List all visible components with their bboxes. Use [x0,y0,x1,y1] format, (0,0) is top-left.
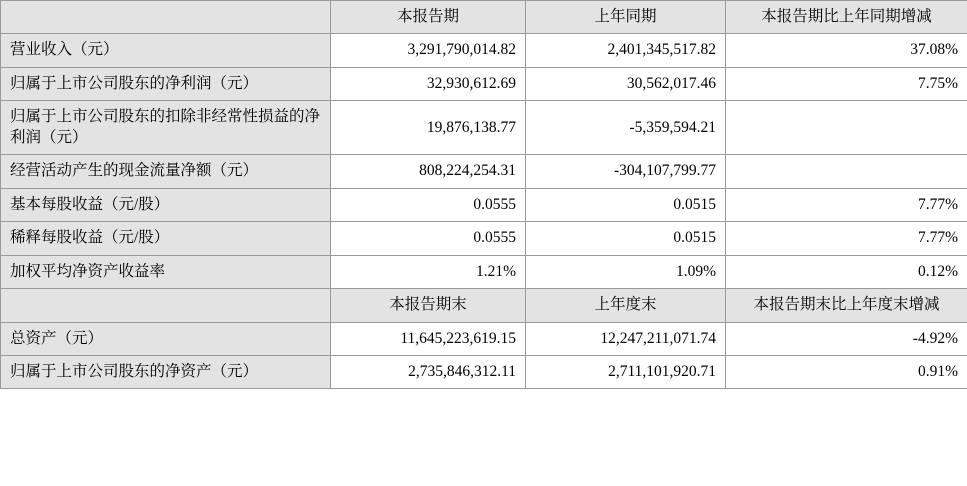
table-row [1,355,967,388]
row-value-current: 1.21% [331,255,526,288]
header-cell-prior-period: 上年同期 [526,1,726,34]
table-row [1,155,967,188]
row-value-current: 0.0555 [331,188,526,221]
row-value-current: 0.0555 [331,222,526,255]
row-label: 经营活动产生的现金流量净额（元） [1,155,331,188]
row-label: 加权平均净资产收益率 [1,255,331,288]
header-cell-period-end-change: 本报告期末比上年度末增减 [726,289,967,322]
table-row [1,322,967,355]
table-header-row-period-end [1,289,967,322]
row-value-prior: 0.0515 [526,222,726,255]
row-value-current: 808,224,254.31 [331,155,526,188]
table-row [1,34,967,67]
row-label: 归属于上市公司股东的净资产（元） [1,355,331,388]
row-value-prior: 2,711,101,920.71 [526,355,726,388]
header-cell-blank [1,1,331,34]
row-value-prior: 1.09% [526,255,726,288]
row-value-prior: 30,562,017.46 [526,67,726,100]
row-label: 营业收入（元） [1,34,331,67]
row-value-current: 11,645,223,619.15 [331,322,526,355]
table-row [1,255,967,288]
row-value-change: 7.75% [726,67,967,100]
row-value-change: 37.08% [726,34,967,67]
row-value-prior: -304,107,799.77 [526,155,726,188]
row-value-prior: 0.0515 [526,188,726,221]
header-cell-prior-year-end: 上年度末 [526,289,726,322]
table-row [1,101,967,155]
table-header-row-period [1,1,967,34]
row-value-change [726,155,967,188]
row-value-current: 19,876,138.77 [331,101,526,155]
row-value-current: 2,735,846,312.11 [331,355,526,388]
header-cell-period-change: 本报告期比上年同期增减 [726,1,967,34]
row-value-change: 0.12% [726,255,967,288]
table-row [1,67,967,100]
row-value-change: -4.92% [726,322,967,355]
row-value-change: 7.77% [726,188,967,221]
row-value-current: 32,930,612.69 [331,67,526,100]
row-label: 归属于上市公司股东的扣除非经常性损益的净利润（元） [1,101,331,155]
row-value-change: 7.77% [726,222,967,255]
table-row [1,188,967,221]
row-value-change [726,101,967,155]
row-value-prior: 2,401,345,517.82 [526,34,726,67]
row-label: 基本每股收益（元/股） [1,188,331,221]
row-value-prior: -5,359,594.21 [526,101,726,155]
row-value-change: 0.91% [726,355,967,388]
row-value-prior: 12,247,211,071.74 [526,322,726,355]
header-cell-current-period: 本报告期 [331,1,526,34]
row-label: 总资产（元） [1,322,331,355]
row-value-current: 3,291,790,014.82 [331,34,526,67]
row-label: 稀释每股收益（元/股） [1,222,331,255]
header-cell-current-period-end: 本报告期末 [331,289,526,322]
header-cell-blank [1,289,331,322]
table-row [1,222,967,255]
row-label: 归属于上市公司股东的净利润（元） [1,67,331,100]
